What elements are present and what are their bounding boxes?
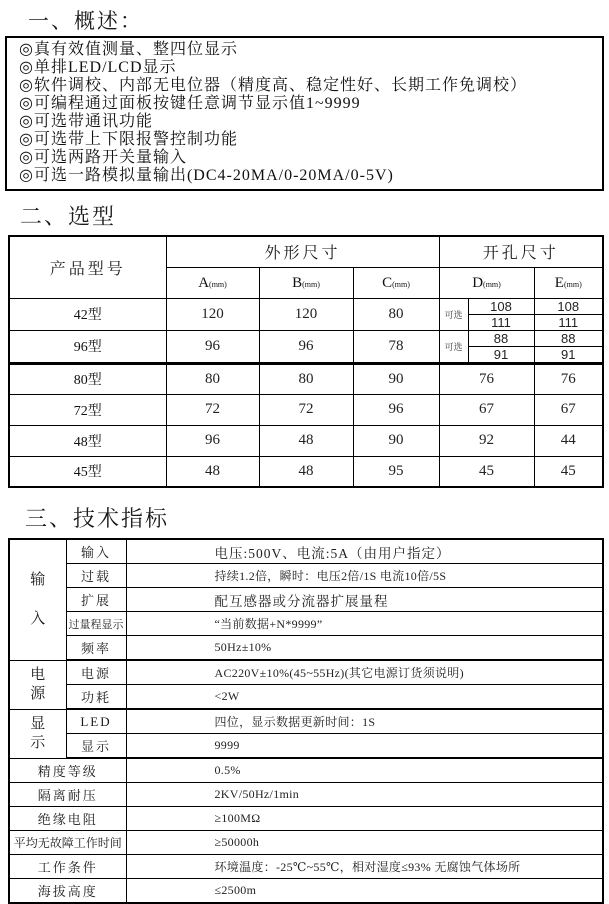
table-row-45 (9, 456, 603, 487)
dim-e-option: 108 (534, 298, 603, 314)
overview-box (5, 36, 604, 191)
spec-value: AC220V±10%(45~55Hz)(其它电源订货须说明) (126, 660, 603, 685)
spec-row (9, 685, 603, 710)
spec-value: “当前数据+N*9999” (126, 612, 603, 636)
dim-c: 78 (353, 330, 439, 363)
dim-a: 96 (166, 425, 259, 456)
spec-row (9, 636, 603, 661)
spec-label: 输入 (66, 539, 126, 564)
col-header-C: C(mm) (353, 267, 439, 298)
dim-c: 90 (353, 425, 439, 456)
spec-value: 环境温度：-25℃~55℃，相对湿度≤93% 无腐蚀气体场所 (126, 855, 603, 879)
spec-value: 电压:500V、电流:5A（由用户指定） (126, 539, 603, 564)
spec-label: 精度等级 (9, 758, 126, 783)
dim-d-option: 108 (468, 298, 534, 314)
spec-value: 2KV/50Hz/1min (126, 783, 603, 807)
overview-item: ◎可编程通过面板按键任意调节显示值1~9999 (19, 95, 361, 112)
spec-row (9, 831, 603, 855)
dim-e: 45 (534, 456, 603, 487)
dim-c: 96 (353, 394, 439, 425)
col-header-D: D(mm) (439, 267, 534, 298)
dim-e: 67 (534, 394, 603, 425)
table-row-48 (9, 425, 603, 456)
spec-row (9, 660, 603, 685)
spec-group-input: 输 入 (9, 539, 66, 660)
spec-row (9, 588, 603, 612)
dim-d-option: 111 (468, 314, 534, 330)
specs-table (8, 538, 604, 904)
dim-e: 44 (534, 425, 603, 456)
model-cell: 42型 (9, 298, 166, 330)
table-row-96 (9, 330, 603, 346)
specs-heading: 三、技术指标 (25, 506, 170, 531)
dim-a: 96 (166, 330, 259, 363)
dim-e: 76 (534, 363, 603, 394)
dim-d-option: 88 (468, 330, 534, 346)
spec-value: <2W (126, 685, 603, 710)
spec-label: 绝缘电阻 (9, 807, 126, 831)
spec-value: 四位，显示数据更新时间：1S (126, 709, 603, 734)
col-header-product-model: 产品型号 (9, 236, 166, 298)
selection-heading: 二、选型 (20, 204, 117, 229)
spec-value: ≥50000h (126, 831, 603, 855)
dim-b: 80 (259, 363, 353, 394)
overview-heading: 一、概述： (28, 9, 143, 33)
spec-value: ≥100MΩ (126, 807, 603, 831)
spec-row (9, 564, 603, 588)
overview-item: ◎可选两路开关量输入 (19, 149, 187, 166)
spec-label: 功耗 (66, 685, 126, 710)
spec-label: 海拔高度 (9, 879, 126, 904)
model-cell: 80型 (9, 363, 166, 394)
dim-e-option: 111 (534, 314, 603, 330)
dim-a: 48 (166, 456, 259, 487)
spec-label: 隔离耐压 (9, 783, 126, 807)
dim-a: 72 (166, 394, 259, 425)
dim-d: 67 (439, 394, 534, 425)
col-header-hole-size: 开孔尺寸 (439, 236, 603, 267)
spec-row (9, 734, 603, 759)
optional-label: 可选 (439, 298, 468, 330)
spec-row (9, 855, 603, 879)
spec-value: 50Hz±10% (126, 636, 603, 661)
overview-item: ◎可选一路模拟量输出(DC4-20MA/0-20MA/0-5V) (19, 167, 394, 184)
optional-label: 可选 (439, 330, 468, 363)
spec-value: 持续1.2倍，瞬时：电压2倍/1S 电流10倍/5S (126, 564, 603, 588)
dim-b: 48 (259, 425, 353, 456)
spec-row (9, 758, 603, 783)
overview-item: ◎真有效值测量、整四位显示 (19, 41, 238, 58)
dim-d: 92 (439, 425, 534, 456)
dim-c: 80 (353, 298, 439, 330)
spec-row (9, 539, 603, 564)
dim-e-option: 91 (534, 346, 603, 363)
dim-b: 72 (259, 394, 353, 425)
overview-item: ◎可选带上下限报警控制功能 (19, 131, 238, 148)
spec-label: 过量程显示 (66, 612, 126, 636)
dim-c: 95 (353, 456, 439, 487)
table-row-42 (9, 298, 603, 314)
dim-b: 120 (259, 298, 353, 330)
col-header-outline-size: 外形尺寸 (166, 236, 439, 267)
spec-label: 扩展 (66, 588, 126, 612)
overview-item: ◎软件调校、内部无电位器（精度高、稳定性好、长期工作免调校） (19, 77, 527, 94)
spec-label: 过载 (66, 564, 126, 588)
model-cell: 48型 (9, 425, 166, 456)
spec-label: 电源 (66, 660, 126, 685)
spec-value: 9999 (126, 734, 603, 759)
dim-a: 120 (166, 298, 259, 330)
col-header-A: A(mm) (166, 267, 259, 298)
dim-d: 45 (439, 456, 534, 487)
spec-value: 0.5% (126, 758, 603, 783)
spec-row (9, 709, 603, 734)
dim-e-option: 88 (534, 330, 603, 346)
spec-row (9, 783, 603, 807)
dim-d-option: 91 (468, 346, 534, 363)
dim-a: 80 (166, 363, 259, 394)
document-page (0, 5, 609, 899)
model-cell: 45型 (9, 456, 166, 487)
table-row-80 (9, 363, 603, 394)
spec-label: 平均无故障工作时间 (9, 831, 126, 855)
spec-row (9, 612, 603, 636)
model-cell: 96型 (9, 330, 166, 363)
spec-label: 工作条件 (9, 855, 126, 879)
spec-label: 显示 (66, 734, 126, 759)
spec-value: ≤2500m (126, 879, 603, 904)
table-row-72 (9, 394, 603, 425)
col-header-B: B(mm) (259, 267, 353, 298)
spec-row (9, 879, 603, 904)
spec-label: LED (66, 709, 126, 734)
selection-table (8, 235, 604, 488)
dim-b: 48 (259, 456, 353, 487)
spec-row (9, 807, 603, 831)
overview-item: ◎单排LED/LCD显示 (19, 59, 177, 76)
dim-d: 76 (439, 363, 534, 394)
model-cell: 72型 (9, 394, 166, 425)
overview-item: ◎可选带通讯功能 (19, 113, 153, 130)
dim-b: 96 (259, 330, 353, 363)
dim-c: 90 (353, 363, 439, 394)
col-header-E: E(mm) (534, 267, 603, 298)
spec-value: 配互感器或分流器扩展量程 (126, 588, 603, 612)
spec-label: 频率 (66, 636, 126, 661)
spec-group-power: 电 源 (9, 660, 66, 709)
spec-group-display: 显 示 (9, 709, 66, 758)
